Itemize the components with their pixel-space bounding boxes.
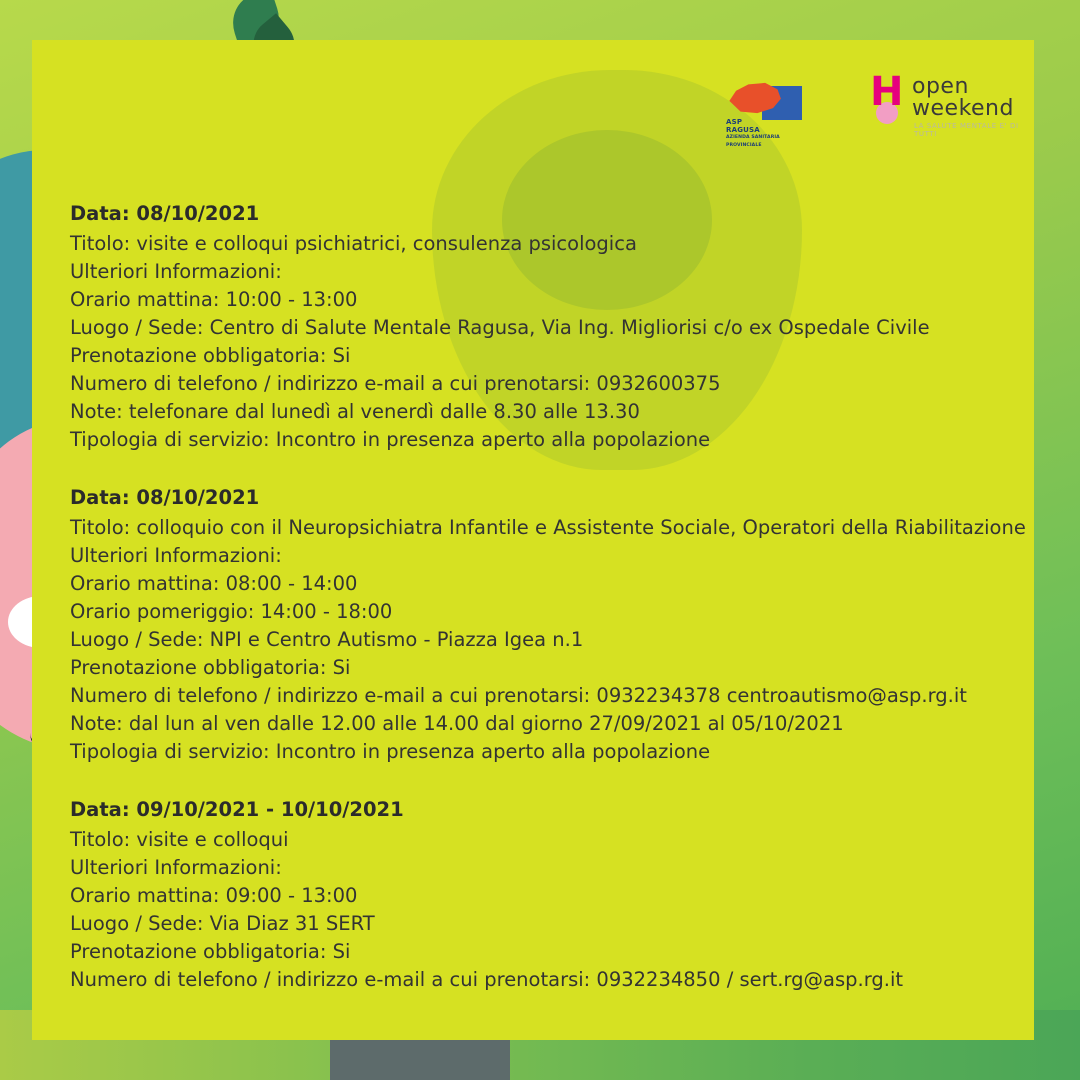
entry-detail-line: Orario mattina: 09:00 - 13:00 (70, 884, 358, 907)
entry-detail-line: Luogo / Sede: NPI e Centro Autismo - Piazza Igea n.1 (70, 628, 584, 651)
open-weekend-logo (870, 70, 1020, 142)
entry-detail-line: Note: telefonare dal lunedì al venerdì dalle 8.30 alle 13.30 (70, 400, 640, 423)
entry-detail-line: Prenotazione obbligatoria: Si (70, 940, 351, 963)
entry-date-heading: Data: 08/10/2021 (70, 202, 260, 225)
entry-detail-line: Luogo / Sede: Via Diaz 31 SERT (70, 912, 375, 935)
open-weekend-word-open: open (912, 74, 969, 99)
asp-ragusa-logo (724, 78, 806, 148)
entry-detail-line: Orario pomeriggio: 14:00 - 18:00 (70, 600, 393, 623)
event-entry (70, 796, 1000, 994)
entry-detail-line: Numero di telefono / indirizzo e-mail a cui prenotarsi: 0932234378 centroautismo@asp.rg.it (70, 684, 967, 707)
asp-logo-line1: ASP (726, 118, 743, 126)
entry-detail-line: Luogo / Sede: Centro di Salute Mentale Ragusa, Via Ing. Migliorisi c/o ex Ospedale Civile (70, 316, 930, 339)
info-card (32, 40, 1034, 1040)
entry-detail-line: Orario mattina: 10:00 - 13:00 (70, 288, 358, 311)
event-entry (70, 484, 1026, 766)
entry-detail-line: Note: dal lun al ven dalle 12.00 alle 14.00 dal giorno 27/09/2021 al 05/10/2021 (70, 712, 844, 735)
event-entry (70, 200, 1000, 454)
entry-detail-line: Titolo: colloquio con il Neuropsichiatra Infantile e Assistente Sociale, Operatori della Riabilitazione (70, 516, 1026, 539)
entry-detail-line: Ulteriori Informazioni: (70, 544, 282, 567)
entry-detail-line: Tipologia di servizio: Incontro in presenza aperto alla popolazione (70, 428, 711, 451)
entry-detail-line: Orario mattina: 08:00 - 14:00 (70, 572, 358, 595)
entry-detail-line: Ulteriori Informazioni: (70, 856, 282, 879)
open-weekend-word-weekend: weekend (912, 96, 1014, 121)
asp-logo-line2: RAGUSA (726, 126, 760, 134)
logo-row (32, 60, 1034, 150)
entries-list (70, 200, 1026, 994)
entry-date-heading: Data: 08/10/2021 (70, 486, 260, 509)
entry-detail-line: Prenotazione obbligatoria: Si (70, 344, 351, 367)
entry-detail-line: Numero di telefono / indirizzo e-mail a cui prenotarsi: 0932600375 (70, 372, 721, 395)
entry-detail-line: Prenotazione obbligatoria: Si (70, 656, 351, 679)
asp-logo-line3: AZIENDA SANITARIA PROVINCIALE (726, 135, 780, 148)
entry-detail-line: Tipologia di servizio: Incontro in presenza aperto alla popolazione (70, 740, 711, 763)
entry-detail-line: Titolo: visite e colloqui psichiatrici, consulenza psicologica (70, 232, 637, 255)
asp-logo-text (726, 118, 806, 150)
entry-detail-line: Numero di telefono / indirizzo e-mail a cui prenotarsi: 0932234850 / sert.rg@asp.rg.it (70, 968, 904, 991)
entry-detail-line: Titolo: visite e colloqui (70, 828, 289, 851)
entry-date-heading: Data: 09/10/2021 - 10/10/2021 (70, 798, 404, 821)
open-weekend-tagline: LA SALUTE MENTALE E' DI TUTTI (914, 122, 1019, 138)
open-weekend-letter: H (870, 69, 904, 115)
entry-detail-line: Ulteriori Informazioni: (70, 260, 282, 283)
